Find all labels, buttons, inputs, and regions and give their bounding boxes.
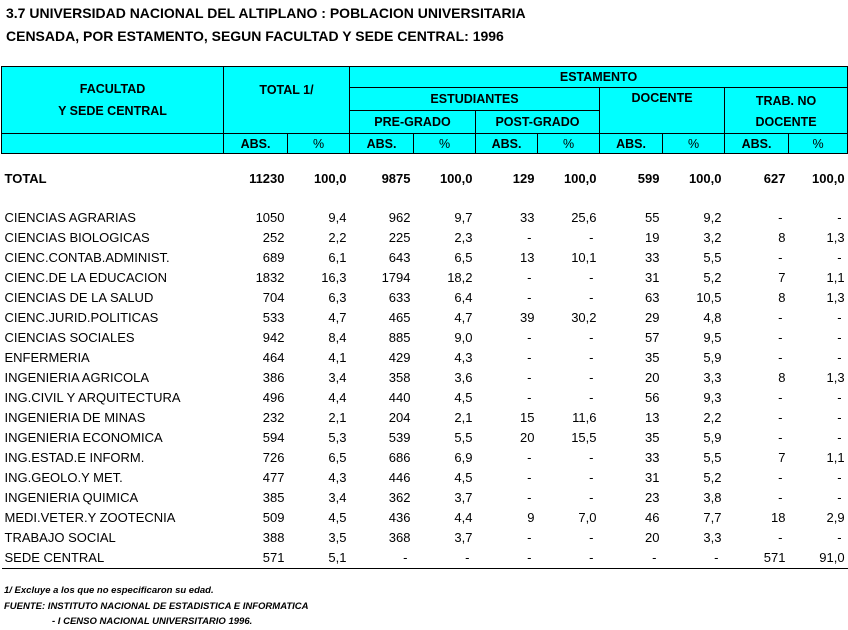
cell: 4,4: [328, 389, 347, 405]
faculty-name: CIENC.JURID.POLITICAS: [4, 309, 159, 325]
cell: 571: [725, 547, 789, 569]
cell: 2,1: [454, 409, 473, 425]
cell: -: [778, 209, 783, 225]
cell: -: [837, 529, 842, 545]
cell: 39: [520, 309, 535, 325]
cell: 225: [388, 229, 411, 245]
cell: 594: [262, 429, 285, 445]
cell: 9,4: [328, 209, 347, 225]
cell: 9,3: [703, 389, 722, 405]
cell: 31: [645, 269, 660, 285]
cell: 6,5: [328, 449, 347, 465]
header-pct: %: [538, 134, 600, 154]
table-row: [2, 307, 848, 327]
faculty-name: CIENCIAS AGRARIAS: [4, 209, 136, 225]
cell: -: [778, 489, 783, 505]
cell: 3,4: [328, 369, 347, 385]
cell: 1832: [255, 269, 285, 285]
faculty-name: CIENC.CONTAB.ADMINIST.: [4, 249, 170, 265]
cell: -: [837, 409, 842, 425]
faculty-name: ING.CIVIL Y ARQUITECTURA: [4, 389, 181, 405]
cell: -: [589, 469, 594, 485]
cell: 7,7: [703, 509, 722, 525]
cell: 100,0: [313, 170, 347, 186]
cell: 55: [645, 209, 660, 225]
cell: 11230: [249, 170, 285, 186]
cell: -: [778, 529, 783, 545]
cell: -: [527, 289, 532, 305]
header-abs: ABS.: [350, 134, 414, 154]
faculty-name: CIENCIAS DE LA SALUD: [4, 289, 154, 305]
faculty-name: ING.ESTAD.E INFORM.: [4, 449, 145, 465]
cell: -: [527, 389, 532, 405]
cell: 1794: [381, 269, 411, 285]
cell: 8: [778, 369, 786, 385]
cell: 5,5: [703, 249, 722, 265]
cell: -: [663, 547, 725, 569]
faculty-name: INGENIERIA QUIMICA: [4, 489, 139, 505]
cell: 7: [778, 449, 786, 465]
faculty-name: SEDE CENTRAL: [2, 547, 224, 569]
table-row: [2, 367, 848, 387]
cell: 11,6: [572, 409, 597, 425]
header-facultad-line-1: FACULTAD: [79, 82, 146, 96]
spacer: [2, 154, 848, 169]
cell: 63: [645, 289, 660, 305]
cell: 13: [645, 409, 660, 425]
cell: 100,0: [439, 170, 473, 186]
cell: -: [589, 289, 594, 305]
cell: 9,5: [703, 329, 722, 345]
cell: -: [837, 469, 842, 485]
cell: -: [778, 309, 783, 325]
table-row: [2, 227, 848, 247]
cell: 358: [388, 369, 411, 385]
header-pct: %: [414, 134, 476, 154]
header-total: TOTAL 1/: [224, 67, 350, 134]
header-trab-line-1: TRAB. NO: [755, 94, 817, 108]
faculty-name: INGENIERIA AGRICOLA: [4, 369, 149, 385]
cell: 1,1: [826, 449, 845, 465]
cell: 599: [637, 170, 660, 186]
cell: -: [538, 547, 600, 569]
table-row: [2, 267, 848, 287]
cell: -: [589, 389, 594, 405]
cell: -: [527, 229, 532, 245]
cell: -: [414, 547, 476, 569]
header-facultad-line-2: Y SEDE CENTRAL: [58, 104, 167, 118]
cell: 509: [262, 509, 285, 525]
cell: -: [527, 529, 532, 545]
cell: -: [837, 329, 842, 345]
cell: 10,1: [571, 249, 597, 265]
report-title-line-2: CENSADA, POR ESTAMENTO, SEGUN FACULTAD Y SEDE CENTRAL: 1996: [6, 28, 504, 44]
cell: 5,2: [703, 269, 722, 285]
cell: -: [589, 449, 594, 465]
cell: 1,1: [826, 269, 845, 285]
cell: 386: [262, 369, 285, 385]
cell: 385: [262, 489, 285, 505]
cell: 3,3: [703, 369, 722, 385]
cell: 29: [645, 309, 660, 325]
cell: 100,0: [688, 170, 722, 186]
cell: 5,1: [288, 547, 350, 569]
cell: 689: [262, 249, 285, 265]
faculty-name: INGENIERIA ECONOMICA: [4, 429, 163, 445]
cell: -: [778, 389, 783, 405]
faculty-name: CIENC.DE LA EDUCACION: [4, 269, 168, 285]
table-row: [2, 287, 848, 307]
cell: 91,0: [789, 547, 848, 569]
cell: 100,0: [563, 170, 597, 186]
faculty-name: TRABAJO SOCIAL: [4, 529, 116, 545]
footnote: 1/ Excluye a los que no especificaron su edad.: [4, 585, 214, 596]
cell: 5,9: [703, 349, 722, 365]
cell: 16,3: [321, 269, 347, 285]
cell: TOTAL: [4, 170, 47, 186]
cell: 571: [224, 547, 288, 569]
cell: 9,0: [454, 329, 473, 345]
cell: -: [589, 369, 594, 385]
cell: -: [837, 349, 842, 365]
cell: 35: [645, 429, 660, 445]
cell: 388: [262, 529, 285, 545]
cell: 20: [645, 369, 660, 385]
cell: 726: [262, 449, 285, 465]
header-abs: ABS.: [224, 134, 288, 154]
cell: -: [527, 489, 532, 505]
cell: -: [837, 249, 842, 265]
cell: 252: [262, 229, 285, 245]
cell: 643: [388, 249, 411, 265]
cell: 7,0: [578, 509, 597, 525]
table-row: [2, 447, 848, 467]
cell: -: [527, 349, 532, 365]
cell: 5,9: [703, 429, 722, 445]
faculty-name: MEDI.VETER.Y ZOOTECNIA: [4, 509, 176, 525]
cell: 704: [262, 289, 285, 305]
cell: 9875: [381, 170, 411, 186]
cell: 7: [778, 269, 786, 285]
cell: 4,3: [328, 469, 347, 485]
cell: 6,9: [454, 449, 473, 465]
cell: 33: [645, 249, 660, 265]
cell: 6,4: [454, 289, 473, 305]
cell: 2,9: [826, 509, 845, 525]
cell: -: [589, 329, 594, 345]
table-row: [2, 387, 848, 407]
faculty-name: INGENIERIA DE MINAS: [4, 409, 146, 425]
faculty-name: ING.GEOLO.Y MET.: [4, 469, 123, 485]
header-estudiantes: ESTUDIANTES: [350, 88, 600, 111]
cell: 31: [645, 469, 660, 485]
cell: 46: [645, 509, 660, 525]
report-title-line-1: 3.7 UNIVERSIDAD NACIONAL DEL ALTIPLANO : POBLACION UNIVERSITARIA: [6, 5, 526, 21]
cell: 23: [645, 489, 660, 505]
cell: 10,5: [696, 289, 722, 305]
cell: 18: [771, 509, 786, 525]
header-facultad-blank: [2, 134, 224, 154]
cell: -: [527, 469, 532, 485]
cell: 6,3: [328, 289, 347, 305]
cell: 5,5: [454, 429, 473, 445]
cell: 33: [520, 209, 535, 225]
table-row: [2, 527, 848, 547]
table-row: [2, 467, 848, 487]
cell: -: [527, 329, 532, 345]
cell: -: [589, 349, 594, 365]
cell: 368: [388, 529, 411, 545]
cell: -: [778, 329, 783, 345]
table-row: [2, 487, 848, 507]
header-post-grado: POST-GRADO: [476, 111, 600, 134]
cell: 18,2: [447, 269, 473, 285]
header-abs: ABS.: [600, 134, 663, 154]
cell: -: [837, 209, 842, 225]
cell: 3,2: [703, 229, 722, 245]
faculty-name: CIENCIAS SOCIALES: [4, 329, 135, 345]
cell: 8: [778, 229, 786, 245]
cell: 15,5: [571, 429, 597, 445]
cell: -: [589, 489, 594, 505]
cell: 3,5: [328, 529, 347, 545]
header-docente: DOCENTE: [600, 88, 725, 134]
cell: 8,4: [328, 329, 347, 345]
cell: 3,8: [703, 489, 722, 505]
cell: 129: [512, 170, 535, 186]
cell: 3,7: [454, 489, 473, 505]
cell: -: [778, 409, 783, 425]
cell: 2,2: [703, 409, 722, 425]
cell: 232: [262, 409, 285, 425]
cell: 9,7: [454, 209, 473, 225]
cell: 942: [262, 329, 285, 345]
table-body: [2, 154, 848, 569]
cell: 35: [645, 349, 660, 365]
cell: 5,5: [703, 449, 722, 465]
source-note-census: - I CENSO NACIONAL UNIVERSITARIO 1996.: [52, 616, 253, 627]
header-abs: ABS.: [725, 134, 789, 154]
cell: 1,3: [826, 289, 845, 305]
header-pct: %: [663, 134, 725, 154]
spacer: [2, 188, 848, 207]
cell: 8: [778, 289, 786, 305]
cell: 25,6: [571, 209, 597, 225]
header-facultad: [2, 67, 224, 134]
header-pre-grado: PRE-GRADO: [350, 111, 476, 134]
cell: 20: [645, 529, 660, 545]
header-pct: %: [288, 134, 350, 154]
cell: -: [778, 429, 783, 445]
cell: -: [778, 349, 783, 365]
cell: 3,4: [328, 489, 347, 505]
cell: 440: [388, 389, 411, 405]
cell: -: [589, 269, 594, 285]
table-row: [2, 407, 848, 427]
table-row: [2, 507, 848, 527]
header-estamento: ESTAMENTO: [350, 67, 848, 88]
cell: 533: [262, 309, 285, 325]
cell: 5,3: [328, 429, 347, 445]
cell: 4,5: [454, 389, 473, 405]
header-trab-line-2: DOCENTE: [755, 115, 817, 129]
cell: -: [837, 429, 842, 445]
cell: 6,1: [328, 249, 347, 265]
cell: -: [476, 547, 538, 569]
cell: 885: [388, 329, 411, 345]
cell: 20: [520, 429, 535, 445]
faculty-name: ENFERMERIA: [4, 349, 90, 365]
cell: 2,3: [454, 229, 473, 245]
cell: 446: [388, 469, 411, 485]
cell: 19: [645, 229, 660, 245]
table-row: [2, 247, 848, 267]
cell: 496: [262, 389, 285, 405]
cell: 362: [388, 489, 411, 505]
cell: 5,2: [703, 469, 722, 485]
cell: 1050: [255, 209, 285, 225]
table-header: [2, 67, 848, 154]
cell: 464: [262, 349, 285, 365]
cell: 686: [388, 449, 411, 465]
table-row: [2, 207, 848, 227]
cell: 2,1: [328, 409, 347, 425]
cell: 30,2: [571, 309, 597, 325]
cell: 4,1: [328, 349, 347, 365]
cell: 539: [388, 429, 411, 445]
cell: 465: [388, 309, 411, 325]
cell: 13: [520, 249, 535, 265]
cell: 4,7: [328, 309, 347, 325]
cell: 3,3: [703, 529, 722, 545]
cell: -: [527, 449, 532, 465]
cell: -: [600, 547, 663, 569]
cell: 2,2: [328, 229, 347, 245]
cell: 4,4: [454, 509, 473, 525]
header-abs: ABS.: [476, 134, 538, 154]
cell: 1,3: [826, 229, 845, 245]
cell: 3,6: [454, 369, 473, 385]
faculty-name: CIENCIAS BIOLOGICAS: [4, 229, 150, 245]
cell: 633: [388, 289, 411, 305]
table-row-total: [2, 168, 848, 188]
table-row: [2, 547, 848, 569]
cell: -: [778, 249, 783, 265]
cell: 100,0: [812, 170, 845, 186]
cell: 436: [388, 509, 411, 525]
cell: -: [837, 389, 842, 405]
table-row: [2, 327, 848, 347]
cell: 33: [645, 449, 660, 465]
cell: -: [589, 529, 594, 545]
cell: -: [589, 229, 594, 245]
population-table: [1, 66, 848, 569]
header-trab-no-docente: [725, 88, 848, 134]
cell: -: [778, 469, 783, 485]
cell: 429: [388, 349, 411, 365]
cell: 4,3: [454, 349, 473, 365]
cell: 962: [388, 209, 411, 225]
cell: -: [837, 309, 842, 325]
cell: -: [837, 489, 842, 505]
cell: 1,3: [826, 369, 845, 385]
cell: 15: [520, 409, 535, 425]
cell: 4,5: [454, 469, 473, 485]
cell: 9,2: [703, 209, 722, 225]
cell: 4,5: [328, 509, 347, 525]
cell: 3,7: [454, 529, 473, 545]
cell: 4,8: [703, 309, 722, 325]
cell: -: [527, 369, 532, 385]
cell: 627: [763, 170, 786, 186]
cell: 477: [262, 469, 285, 485]
cell: 57: [645, 329, 660, 345]
table-row: [2, 347, 848, 367]
cell: 204: [388, 409, 411, 425]
cell: 4,7: [454, 309, 473, 325]
cell: 9: [527, 509, 535, 525]
cell: 56: [645, 389, 660, 405]
source-note: FUENTE: INSTITUTO NACIONAL DE ESTADISTICA E INFORMATICA: [4, 601, 309, 612]
cell: 6,5: [454, 249, 473, 265]
cell: -: [350, 547, 414, 569]
table-row: [2, 427, 848, 447]
header-pct: %: [789, 134, 848, 154]
cell: -: [527, 269, 532, 285]
